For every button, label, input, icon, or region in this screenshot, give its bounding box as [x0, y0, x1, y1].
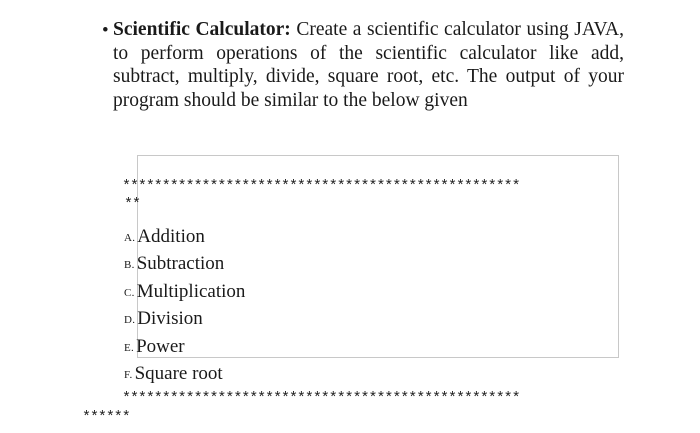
- menu-letter: A.: [124, 232, 136, 244]
- menu-item-division: [124, 308, 203, 331]
- assignment-paragraph: [113, 18, 624, 112]
- menu-item-addition: [124, 226, 205, 249]
- bullet-marker: •: [102, 20, 109, 41]
- menu-item-square-root: [124, 363, 223, 386]
- menu-letter: F.: [124, 369, 133, 381]
- top-stars-line-1: **************************************************: [122, 178, 520, 195]
- menu-letter: E.: [124, 342, 135, 354]
- top-stars-line-2: **: [124, 196, 140, 213]
- menu-item-subtraction: [124, 253, 224, 276]
- menu-letter: B.: [124, 259, 135, 271]
- menu-letter: C.: [124, 287, 135, 299]
- bottom-stars-line-1: **************************************************: [122, 390, 520, 407]
- bottom-stars-line-2: ******: [82, 409, 130, 426]
- assignment-description: Create a scientific calculator using JAVA, to perform operations of the scientific calculator like add, subtract, multiply, divide, square root, etc. The output of your program should be similar to the below given: [113, 19, 624, 111]
- menu-label: Division: [137, 308, 203, 329]
- menu-label: Multiplication: [136, 281, 246, 302]
- menu-label: Square root: [134, 363, 223, 384]
- assignment-heading: Scientific Calculator:: [113, 19, 291, 40]
- menu-label: Power: [136, 336, 185, 357]
- menu-item-multiplication: [124, 281, 245, 304]
- menu-label: Addition: [137, 226, 205, 247]
- menu-label: Subtraction: [136, 253, 225, 274]
- menu-item-power: [124, 336, 185, 359]
- menu-letter: D.: [124, 314, 136, 326]
